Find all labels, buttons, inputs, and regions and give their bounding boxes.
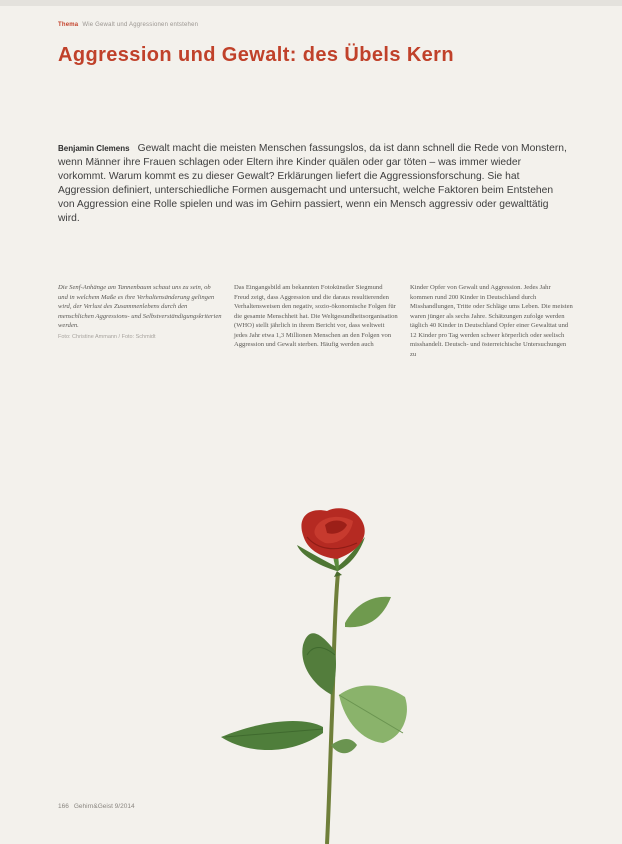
caption-text: Die Senf-Anhänge am Tannenbaum schaut uns zu sein, ob und in welchem Maße es ihre Verhaltensänderung gelingen wird, der Verlust des Zusammenlebens durch den menschlichen Aggressions- und Selbstverständigungskriterien werden.: [58, 284, 222, 329]
body-column-2: Das Eingangsbild am bekannten Fotokünstler Siegmund Freud zeigt, dass Aggression und die daraus resultierenden Verhaltensweisen den negativ, sozio-ökonomische Folgen für die gesamte Menschheit hat. Die Weltgesundheitsorganisation (WHO) stellt jährlich in ihrem Bericht vor, dass weltweit jedes Jahr etwa 1,3 Millionen Menschen an den Folgen von Aggression und Gewalt sterben. Häufig werden auch: [234, 284, 398, 348]
lead-text: Gewalt macht die meisten Menschen fassungslos, da ist dann schnell die Rede von Monstern, wenn Männer ihre Frauen schlagen oder Eltern ihre Kinder quälen oder gar töten – was immer wieder vorkommt. Warum kommt es zu dieser Gewalt? Erklärungen liefert die Aggressionsforschung. Sie hat Aggression definiert, unterschiedliche Formen ausgemacht und untersucht, welche Faktoren beim Entstehen von Aggression eine Rolle spielen und was im Gehirn passiert, wenn ein Mensch aggressiv oder gewalttätig wird.: [58, 143, 567, 224]
body-column-3: Kinder Opfer von Gewalt und Aggression. Jedes Jahr kommen rund 200 Kinder in Deutschland durch Misshandlungen, Tritte oder Schläge ums Leben. Die meisten waren jünger als sechs Jahre. Schätzungen zufolge werden täglich 40 Kinder in Deutschland Opfer einer Gewalttat und 12 Kinder pro Tag werden schwer körperlich oder seelisch misshandelt. Deutsch- und österreichische Untersuchungen zu: [410, 284, 573, 358]
caption-column: [58, 283, 222, 342]
kicker-topic: Wie Gewalt und Aggressionen entstehen: [82, 22, 199, 28]
article-headline: Aggression und Gewalt: des Übels Kern: [58, 44, 454, 66]
scan-edge: [0, 0, 622, 6]
rose-stem: [327, 571, 342, 844]
rose-leaves: [221, 597, 407, 754]
photo-credit: Foto: Christine Ammann / Foto: Schmidt: [58, 333, 156, 340]
page-footer: [58, 803, 135, 810]
lead-paragraph: [58, 142, 570, 225]
page-number: 166: [58, 803, 69, 810]
rose-illustration: [205, 505, 435, 844]
kicker-section: Thema: [58, 22, 79, 28]
kicker: [58, 22, 198, 28]
author-name: Benjamin Clemens: [58, 144, 130, 153]
publication-name: Gehirn&Geist 9/2014: [73, 803, 135, 810]
